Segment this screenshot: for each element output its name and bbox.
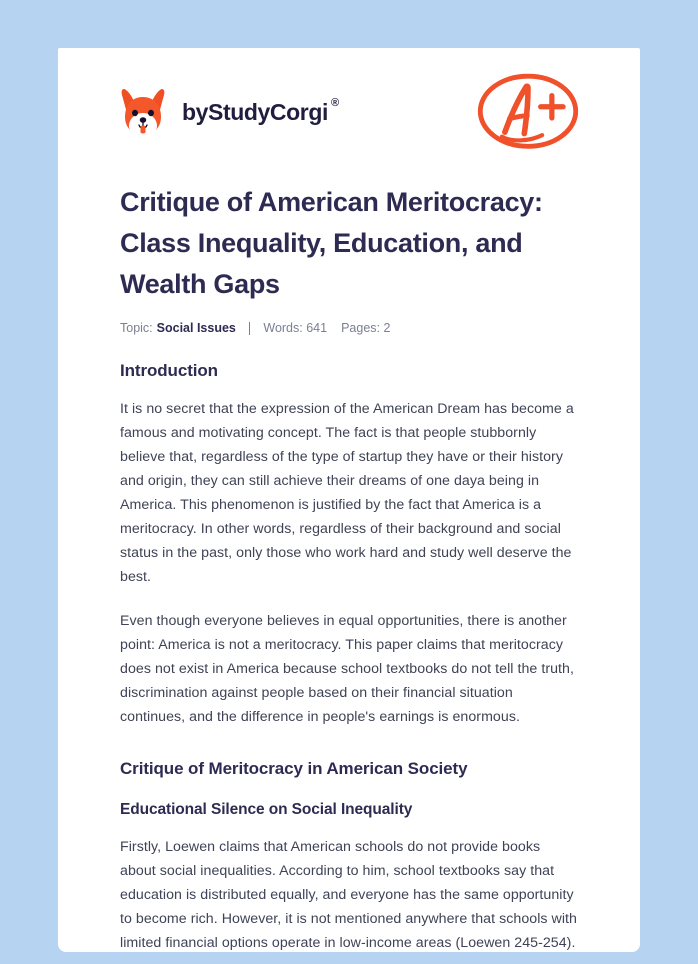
topic-value[interactable]: Social Issues (156, 321, 236, 335)
corgi-head-icon (120, 87, 166, 137)
subsection-heading-educational-silence: Educational Silence on Social Inequality (120, 801, 413, 818)
page-title: Critique of American Meritocracy: Class Inequality, Education, and Wealth Gaps (120, 187, 543, 299)
document-page (58, 48, 640, 952)
meta-separator (249, 322, 251, 335)
document-body (120, 361, 578, 952)
brand-lockup[interactable] (120, 87, 339, 137)
section-heading-critique: Critique of Meritocracy in American Society (120, 759, 468, 778)
topic-label: Topic: (120, 321, 153, 335)
page-content (58, 48, 640, 952)
registered-trademark-icon: ® (331, 96, 339, 109)
document-meta (120, 321, 578, 335)
brand-name: StudyCorgi (208, 98, 328, 125)
word-count: Words: 641 (263, 321, 328, 335)
paragraph: It is no secret that the expression of the American Dream has become a famous and motivating concept. The fact is that people stubbornly believe that, regardless of the type of startup they have or their history and origin, they can still achieve their dreams of one daya being in America. This phenomenon is justified by the fact that America is a meritocracy. In other words, regardless of their background and social status in the past, only those who work hard and study well deserve the best. (120, 401, 574, 585)
paragraph: Firstly, Loewen claims that American schools do not provide books about social inequalities. According to him, school textbooks say that education is distributed equally, and everyone has the same opportunity to become rich. However, it is not mentioned anywhere that schools with limited financial options operate in low-income areas (Loewen 245-254). (120, 839, 577, 951)
brand-prefix: by (182, 98, 209, 125)
document-header (120, 48, 578, 168)
section-heading-introduction: Introduction (120, 361, 218, 380)
paragraph: Even though everyone believes in equal opportunities, there is another point: America is not a meritocracy. This paper claims that meritocracy does not exist in America because school textbooks do not tell the truth, discrimination against people based on their financial situation continues, and the difference in people's earnings is enormous. (120, 613, 574, 725)
a-plus-grade-badge-icon (472, 68, 584, 156)
brand-wordmark (182, 96, 339, 126)
page-count: Pages: 2 (341, 321, 391, 335)
